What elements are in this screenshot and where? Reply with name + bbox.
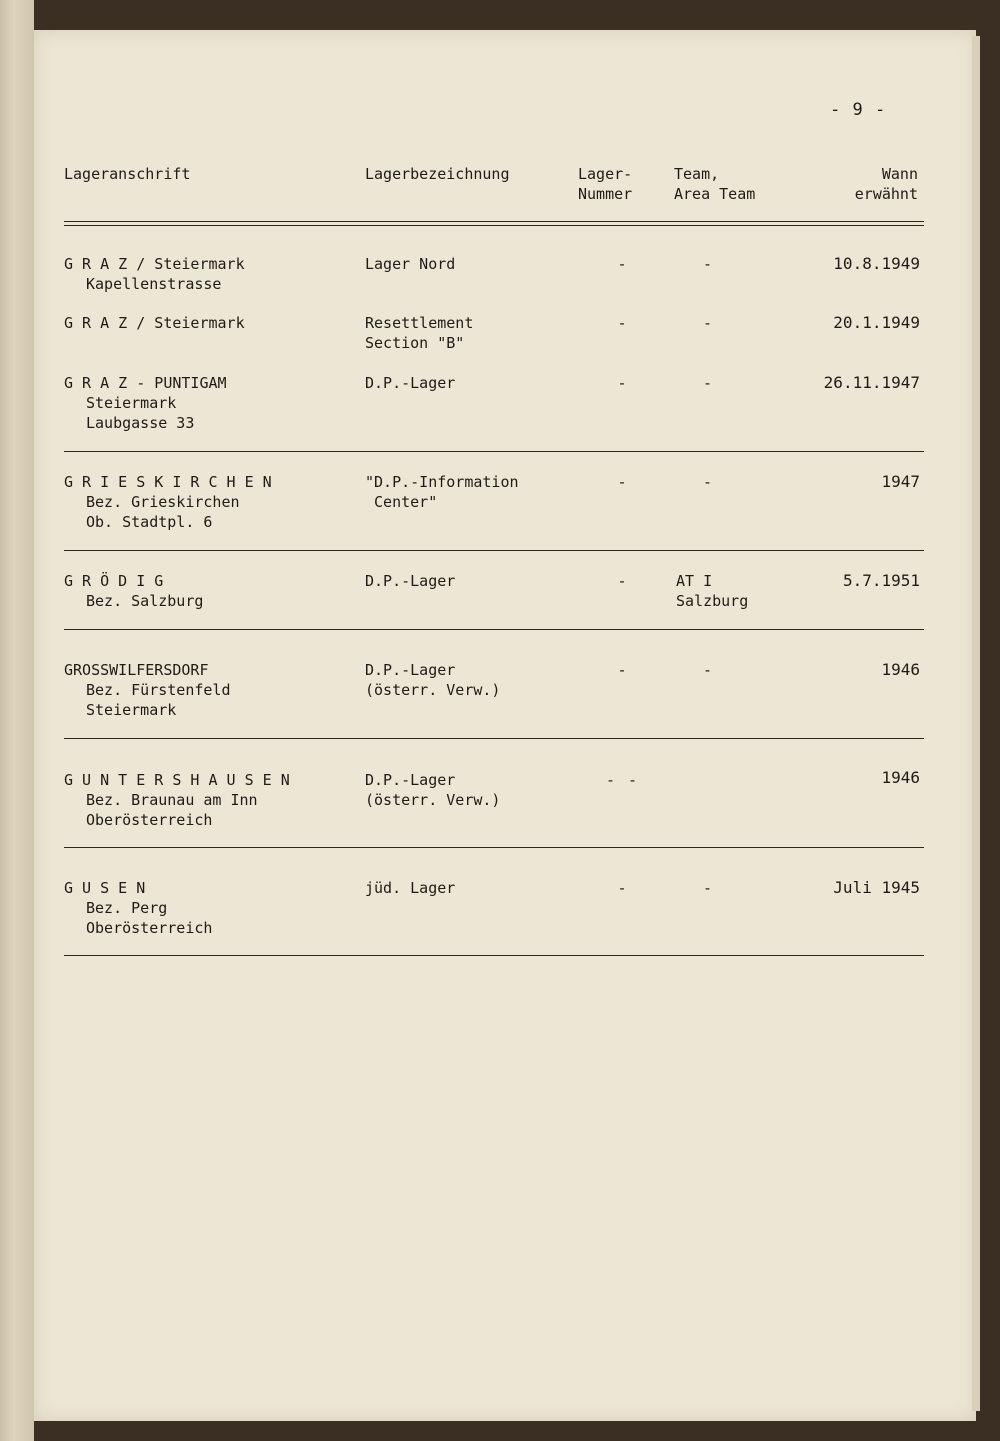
- entry-address-detail: Bez. Salzburg: [86, 592, 204, 610]
- entry-address-detail: Steiermark Laubgasse 33: [86, 394, 195, 432]
- entry-when: 26.11.1947: [823, 373, 920, 392]
- book-spine: [0, 0, 34, 1441]
- entry-address-main: G R A Z / Steiermark: [64, 255, 245, 273]
- entry-team: -: [703, 314, 713, 332]
- section-rule: [64, 550, 924, 551]
- entry-address-detail: Bez. Perg Oberösterreich: [86, 899, 213, 937]
- document-page: [34, 30, 976, 1421]
- entry-address: [64, 571, 203, 611]
- entry-number: -: [617, 314, 627, 332]
- entry-address-detail: Kapellenstrasse: [86, 275, 222, 293]
- section-rule: [64, 451, 924, 452]
- page-number: - 9 -: [830, 100, 887, 120]
- section-rule: [64, 847, 924, 848]
- entry-team: -: [703, 879, 713, 897]
- entry-designation: D.P.-Lager (österr. Verw.): [365, 771, 501, 809]
- entry-address-main: G U S E N: [64, 879, 146, 897]
- entry-number: -: [617, 374, 627, 392]
- entry-when: 1947: [881, 472, 920, 491]
- section-rule: [64, 738, 924, 739]
- entry-address: [64, 878, 212, 938]
- entry-designation: Lager Nord: [365, 255, 456, 273]
- entry-address-detail: Bez. Fürstenfeld Steiermark: [86, 681, 231, 719]
- entry-when: Juli 1945: [833, 878, 920, 897]
- entry-address: [64, 472, 272, 532]
- entry-when: 5.7.1951: [842, 571, 920, 590]
- entry-designation: "D.P.-Information Center": [365, 473, 519, 511]
- header-when: Wann erwähnt: [854, 165, 918, 203]
- entry-designation: D.P.-Lager: [365, 572, 456, 590]
- entry-address: [64, 373, 227, 433]
- entry-when: 20.1.1949: [833, 313, 920, 332]
- header-designation: Lagerbezeichnung: [365, 165, 510, 183]
- entry-address-main: GROSSWILFERSDORF: [64, 661, 209, 679]
- header-address: Lageranschrift: [64, 165, 191, 183]
- section-rule: [64, 955, 924, 956]
- header-rule: [64, 221, 924, 226]
- entry-address: [64, 660, 231, 720]
- entry-address-main: G R I E S K I R C H E N: [64, 473, 272, 491]
- entry-number: -: [617, 473, 627, 491]
- entry-when: 1946: [881, 660, 920, 679]
- entry-address: [64, 770, 290, 830]
- entry-when: 10.8.1949: [833, 254, 920, 273]
- entry-team: -: [703, 473, 713, 491]
- header-number: Lager- Nummer: [578, 165, 633, 203]
- entry-address: [64, 313, 245, 333]
- entry-when: 1946: [881, 768, 920, 787]
- entry-designation: Resettlement Section "B": [365, 314, 474, 352]
- entry-number: -: [617, 661, 627, 679]
- entry-address-main: G U N T E R S H A U S E N: [64, 771, 290, 789]
- section-rule: [64, 629, 924, 630]
- entry-team: -: [703, 661, 713, 679]
- entry-address-main: G R A Z - PUNTIGAM: [64, 374, 227, 392]
- entry-address-main: G R Ö D I G: [64, 572, 164, 590]
- entry-address-detail: Bez. Braunau am Inn Oberösterreich: [86, 791, 258, 829]
- entry-designation: D.P.-Lager: [365, 374, 456, 392]
- header-team: Team, Area Team: [674, 165, 756, 203]
- entry-address-main: G R A Z / Steiermark: [64, 314, 245, 332]
- page-edge: [972, 36, 980, 1411]
- entry-number: -: [617, 879, 627, 897]
- entry-team: -: [703, 255, 713, 273]
- entry-team: -: [703, 374, 713, 392]
- entry-designation: D.P.-Lager (österr. Verw.): [365, 661, 501, 699]
- entry-team: AT I Salzburg: [676, 572, 749, 610]
- entry-number: - -: [606, 771, 640, 789]
- entry-number: -: [617, 255, 627, 273]
- entry-number: -: [617, 572, 627, 590]
- entry-designation: jüd. Lager: [365, 879, 456, 897]
- entry-address: [64, 254, 245, 294]
- entry-address-detail: Bez. Grieskirchen Ob. Stadtpl. 6: [86, 493, 240, 531]
